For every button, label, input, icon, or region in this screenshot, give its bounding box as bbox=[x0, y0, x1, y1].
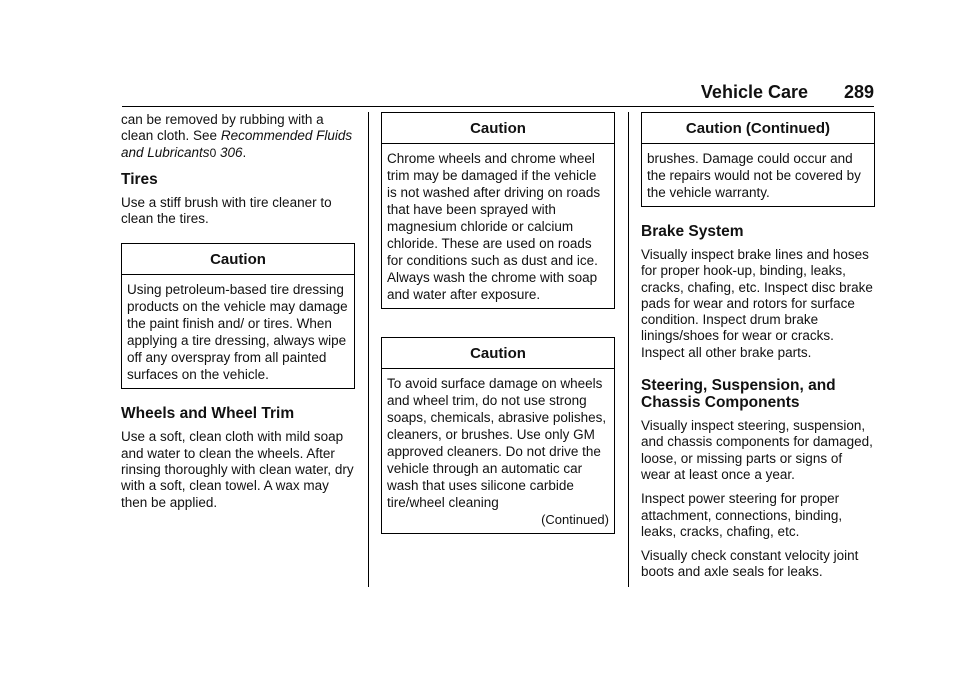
page-header bbox=[122, 80, 874, 107]
page-number: 289 bbox=[843, 82, 874, 102]
caution-title: Caution bbox=[382, 113, 614, 144]
xref-page[interactable]: 306 bbox=[220, 144, 243, 160]
steering-paragraph-2: Inspect power steering for proper attachment, connections, binding, leaks, cracks, chafing, etc. bbox=[641, 491, 843, 539]
caution-body: To avoid surface damage on wheels and wheel trim, do not use strong soaps, chemicals, abrasive polishes, cleaners, or brushes. Use only GM approved cleaners. Do not drive the vehicle through an automatic car wash that uses silicone carbide tire/wheel cleaning bbox=[387, 376, 607, 510]
intro-paragraph: can be removed by rubbing with a clean cloth. See Recommended Fluids and Lubricants0 306. bbox=[121, 112, 353, 160]
section-title: Vehicle Care bbox=[700, 82, 808, 102]
steering-paragraph-1: Visually inspect steering, suspension, and chassis components for damaged, loose, or missing parts or signs of wear at least once a year. bbox=[641, 418, 873, 482]
caution-title: Caution bbox=[382, 338, 614, 369]
heading-steering: Steering, Suspension, and Chassis Components bbox=[641, 377, 836, 412]
wheels-paragraph: Use a soft, clean cloth with mild soap and water to clean the wheels. After rinsing thoroughly with clean water, dry with a soft, clean towel. A wax may then be applied. bbox=[121, 429, 354, 510]
caution-body: brushes. Damage could occur and the repairs would not be covered by the vehicle warranty. bbox=[647, 151, 861, 200]
xref-link-recommended-fluids[interactable]: Recommended Fluids and Lubricants bbox=[121, 128, 353, 160]
column-middle bbox=[381, 112, 615, 534]
tires-paragraph: Use a stiff brush with tire cleaner to clean the tires. bbox=[121, 194, 332, 227]
caution-box-tire-dressing bbox=[121, 243, 355, 389]
heading-wheels: Wheels and Wheel Trim bbox=[121, 405, 295, 423]
steering-paragraph-3: Visually check constant velocity joint boots and axle seals for leaks. bbox=[641, 548, 859, 580]
caution-box-surface-damage bbox=[381, 337, 615, 534]
heading-tires: Tires bbox=[121, 170, 158, 188]
caution-box-continued bbox=[641, 112, 875, 207]
brake-paragraph: Visually inspect brake lines and hoses for proper hook-up, binding, leaks, cracks, chafing, etc. Inspect disc brake pads for wear and rotors for surface condition. Inspect drum brake linings/shoes for wear or cracks. Inspect all other brake parts. bbox=[641, 247, 873, 360]
heading-brake-system: Brake System bbox=[641, 223, 744, 240]
column-right bbox=[641, 112, 875, 581]
caution-box-chrome bbox=[381, 112, 615, 309]
continued-label: (Continued) bbox=[541, 512, 609, 527]
column-divider bbox=[368, 112, 369, 587]
caution-title: Caution bbox=[122, 244, 354, 275]
page-ref-icon: 0 bbox=[209, 145, 217, 160]
caution-body: Chrome wheels and chrome wheel trim may be damaged if the vehicle is not washed after driving on roads that have been sprayed with magnesium chloride or calcium chloride. These are used on roads for conditions such as dust and ice. Always wash the chrome with soap and water after exposure. bbox=[387, 151, 601, 302]
caution-body: Using petroleum-based tire dressing products on the vehicle may damage the paint finish and/ or tires. When applying a tire dressing, always wipe off any overspray from all painted surfaces on the vehicle. bbox=[127, 282, 348, 383]
column-left bbox=[121, 112, 355, 511]
column-divider bbox=[628, 112, 629, 587]
caution-title: Caution (Continued) bbox=[642, 113, 874, 144]
